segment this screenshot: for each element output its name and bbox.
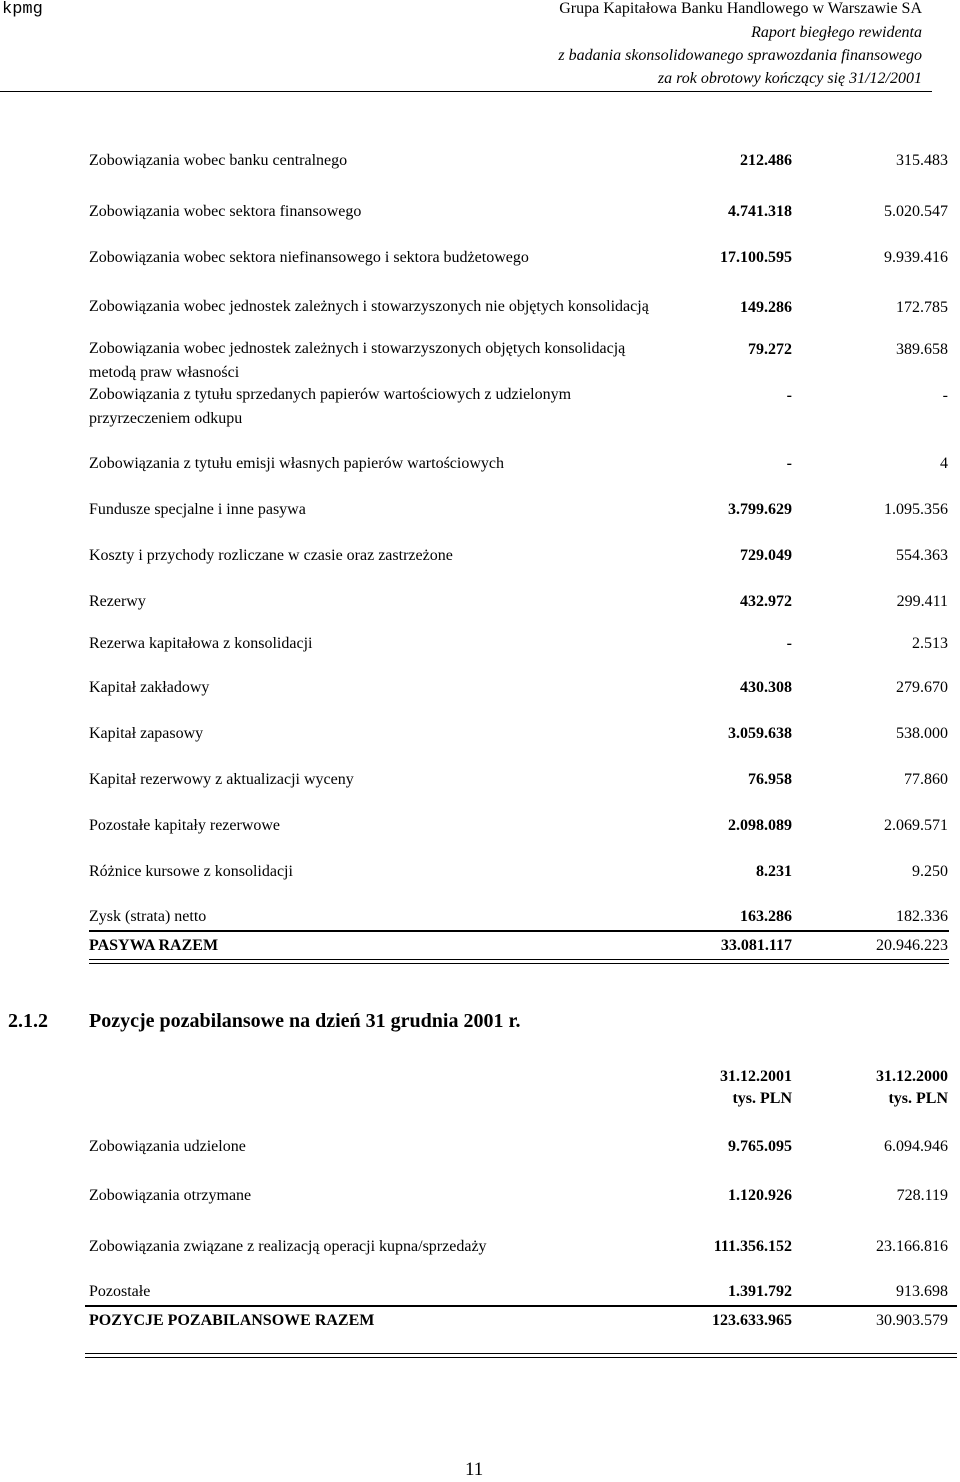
value-2000: - [942,387,948,404]
value-2001: 432.972 [740,593,792,610]
value-2001: 163.286 [740,908,792,925]
table-row [0,1134,960,1155]
value-2001: 79.272 [748,341,792,358]
value-2000: 389.658 [896,341,948,358]
table-row [0,451,960,472]
value-2001: 17.100.595 [720,249,792,266]
table-row [0,1279,960,1300]
total-2000: 30.903.579 [876,1312,948,1329]
value-2001: 76.958 [748,771,792,788]
table-row [0,859,960,880]
value-2000: 172.785 [896,299,948,316]
table-row [0,589,960,610]
table-row [0,497,960,518]
row-label: Zobowiązania otrzymane [89,1187,252,1204]
row-label: Rezerwy [89,593,146,610]
report-company-name: Grupa Kapitałowa Banku Handlowego w Warszawie SA [559,0,922,17]
row-label: Zobowiązania z tytułu emisji własnych papierów wartościowych [89,455,504,472]
row-label: Zobowiązania wobec jednostek zależnych i stowarzyszonych nie objętych konsolidacją [89,298,649,315]
total-divider [89,930,949,932]
total-underline [85,1353,957,1354]
table-row [0,383,960,427]
table-row [0,199,960,220]
row-label: Różnice kursowe z konsolidacji [89,863,293,880]
section-number: 2.1.2 [8,1010,48,1032]
total-divider [85,1305,957,1307]
total-double-underline [85,1357,957,1358]
total-2001: 123.633.965 [712,1312,792,1329]
value-2000: 279.670 [896,679,948,696]
total-row [0,933,960,954]
row-label: Pozostałe [89,1283,151,1300]
value-2000: 9.939.416 [884,249,948,266]
value-2001: 3.059.638 [728,725,792,742]
value-2000: 2.513 [912,635,948,652]
row-label: Zobowiązania wobec sektora niefinansowego i sektora budżetowego [89,249,529,266]
row-label: Zysk (strata) netto [89,908,207,925]
total-label: POZYCJE POZABILANSOWE RAZEM [89,1312,375,1329]
value-2001: 3.799.629 [728,501,792,518]
value-2001: 149.286 [740,299,792,316]
value-2000: 913.698 [896,1283,948,1300]
table-row [0,295,960,316]
section-title: Pozycje pozabilansowe na dzień 31 grudnia 2001 r. [89,1010,521,1032]
table-row [0,1183,960,1204]
total-2001: 33.081.117 [720,937,792,954]
value-2000: 23.166.816 [876,1238,948,1255]
column-date: 31.12.2001 [720,1068,792,1085]
value-2001: 9.765.095 [728,1138,792,1155]
table-row [0,245,960,266]
value-2001: 1.120.926 [728,1187,792,1204]
page-number: 11 [465,1459,484,1480]
total-2000: 20.946.223 [876,937,948,954]
table-row [0,1234,960,1255]
row-label: Kapitał rezerwowy z aktualizacji wyceny [89,771,354,788]
table-row [0,148,960,169]
row-label: Pozostałe kapitały rezerwowe [89,817,281,834]
total-double-underline [89,963,949,964]
row-label: Kapitał zapasowy [89,725,204,742]
value-2000: 6.094.946 [884,1138,948,1155]
value-2000: 9.250 [912,863,948,880]
column-header-2000 [876,1066,948,1110]
table-row [0,631,960,652]
table-row [0,813,960,834]
column-unit: tys. PLN [732,1090,792,1107]
report-period: za rok obrotowy kończący się 31/12/2001 [657,70,922,87]
column-header-2001 [720,1066,792,1110]
report-subject: z badania skonsolidowanego sprawozdania finansowego [558,47,922,64]
row-label: Koszty i przychody rozliczane w czasie oraz zastrzeżone [89,547,453,564]
column-date: 31.12.2000 [876,1068,948,1085]
value-2001: - [786,455,792,472]
total-underline [89,959,949,960]
row-label: Zobowiązania związane z realizacją operacji kupna/sprzedaży [89,1238,487,1255]
value-2000: 728.119 [896,1187,948,1204]
value-2001: 430.308 [740,679,792,696]
header-divider [0,91,932,92]
row-label: Kapitał zakładowy [89,679,210,696]
value-2001: 212.486 [740,152,792,169]
value-2000: 299.411 [896,593,948,610]
table-row [0,767,960,788]
row-label: Zobowiązania wobec banku centralnego [89,152,348,169]
total-row [0,1308,960,1329]
value-2000: 77.860 [904,771,948,788]
value-2000: 5.020.547 [884,203,948,220]
value-2001: 4.741.318 [728,203,792,220]
table-row [0,904,960,925]
value-2001: 111.356.152 [713,1238,792,1255]
value-2000: 554.363 [896,547,948,564]
column-unit: tys. PLN [888,1090,948,1107]
value-2000: 182.336 [896,908,948,925]
row-label: Fundusze specjalne i inne pasywa [89,501,306,518]
value-2000: 1.095.356 [884,501,948,518]
value-2000: 315.483 [896,152,948,169]
row-label: Zobowiązania udzielone [89,1138,246,1155]
table-row [0,675,960,696]
report-type: Raport biegłego rewidenta [751,24,922,41]
value-2001: 1.391.792 [728,1283,792,1300]
row-label: Rezerwa kapitałowa z konsolidacji [89,635,313,652]
value-2000: 2.069.571 [884,817,948,834]
value-2001: 8.231 [756,863,792,880]
row-label: Zobowiązania wobec jednostek zależnych i stowarzyszonych objętych konsolidacją metodą praw własności [89,340,626,381]
total-label: PASYWA RAZEM [89,937,219,954]
value-2000: 4 [940,455,948,472]
row-label: Zobowiązania z tytułu sprzedanych papierów wartościowych z udzielonym przyrzeczeniem odkupu [89,386,572,427]
value-2001: - [786,635,792,652]
table-row [0,721,960,742]
value-2000: 538.000 [896,725,948,742]
table-row [0,337,960,381]
value-2001: 729.049 [740,547,792,564]
value-2001: 2.098.089 [728,817,792,834]
company-logo: kpmg [2,0,43,19]
value-2001: - [786,387,792,404]
table-row [0,543,960,564]
row-label: Zobowiązania wobec sektora finansowego [89,203,362,220]
